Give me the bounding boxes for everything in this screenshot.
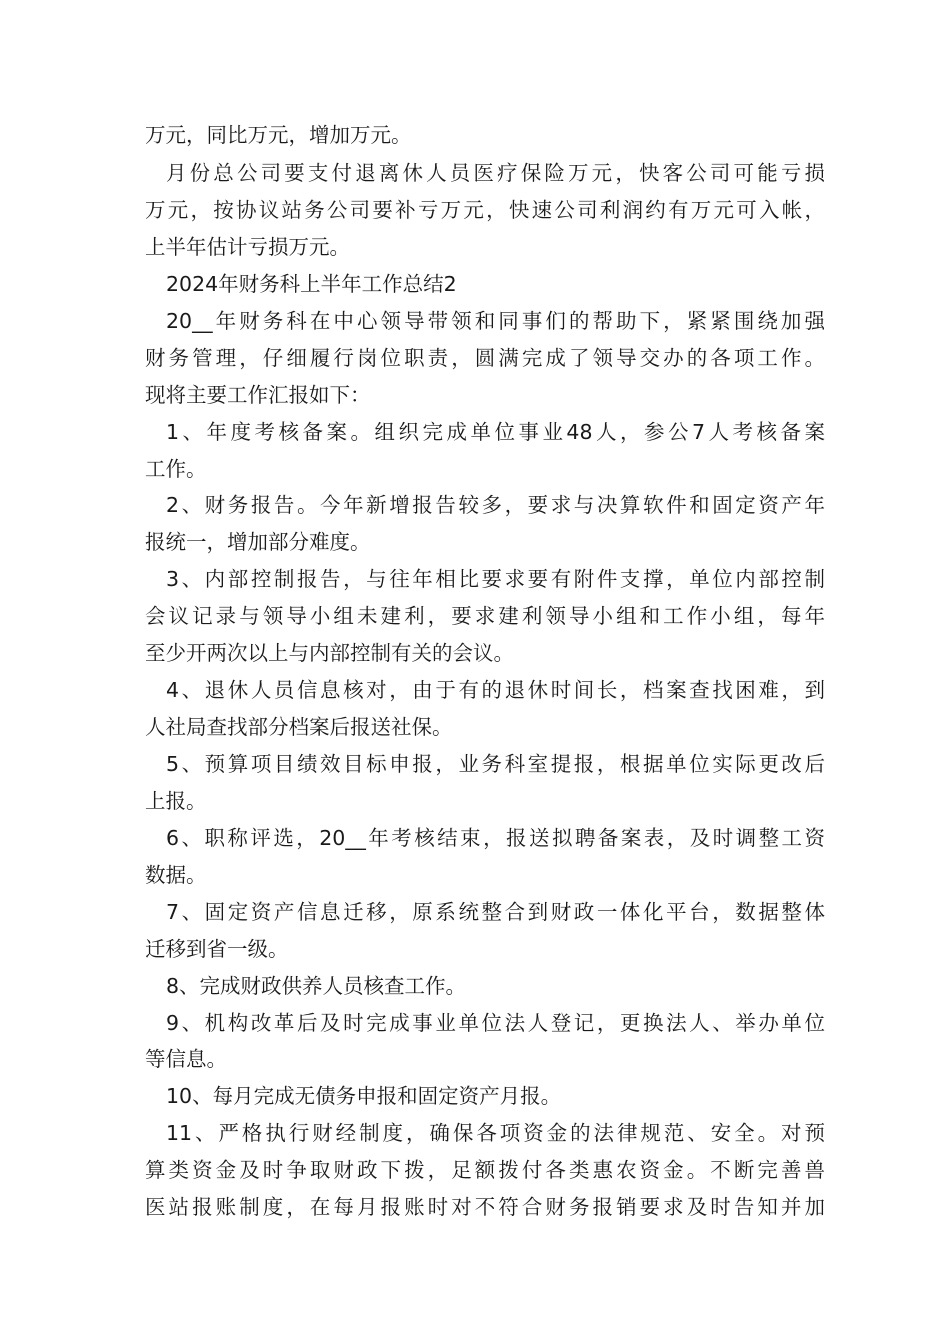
text-line: 等信息。 bbox=[145, 1047, 227, 1071]
list-item: 3、内部控制报告，与往年相比要求要有附件支撑，单位内部控制 bbox=[166, 567, 825, 591]
list-item: 10、每月完成无债务申报和固定资产月报。 bbox=[166, 1084, 562, 1108]
text-line: 报统一，增加部分难度。 bbox=[145, 530, 371, 554]
text-line: 现将主要工作汇报如下： bbox=[145, 383, 371, 407]
text-line: 工作。 bbox=[145, 457, 207, 481]
text-line: 上报。 bbox=[145, 789, 207, 813]
text-line: 迁移到省一级。 bbox=[145, 937, 289, 961]
list-item: 2、财务报告。今年新增报告较多，要求与决算软件和固定资产年 bbox=[166, 493, 825, 517]
section-heading: 2024年财务科上半年工作总结2 bbox=[166, 272, 457, 296]
text-line: 至少开两次以上与内部控制有关的会议。 bbox=[145, 641, 514, 665]
list-item: 7、固定资产信息迁移，原系统整合到财政一体化平台，数据整体 bbox=[166, 900, 825, 924]
list-item: 11、严格执行财经制度，确保各项资金的法律规范、安全。对预 bbox=[166, 1121, 825, 1145]
list-item: 6、职称评选，20__年考核结束，报送拟聘备案表，及时调整工资 bbox=[166, 826, 825, 850]
list-item: 5、预算项目绩效目标申报，业务科室提报，根据单位实际更改后 bbox=[166, 752, 825, 776]
text-line: 会议记录与领导小组未建利，要求建利领导小组和工作小组，每年 bbox=[145, 604, 825, 628]
text-line: 上半年估计亏损万元。 bbox=[145, 235, 350, 259]
text-line: 人社局查找部分档案后报送社保。 bbox=[145, 715, 453, 739]
text-line: 20__年财务科在中心领导带领和同事们的帮助下，紧紧围绕加强 bbox=[166, 309, 825, 333]
text-line: 万元，按协议站务公司要补亏万元，快速公司利润约有万元可入帐， bbox=[145, 198, 825, 222]
text-line: 万元，同比万元，增加万元。 bbox=[145, 123, 412, 147]
list-item: 4、退休人员信息核对，由于有的退休时间长，档案查找困难，到 bbox=[166, 678, 825, 702]
list-item: 9、机构改革后及时完成事业单位法人登记，更换法人、举办单位 bbox=[166, 1011, 825, 1035]
text-line: 月份总公司要支付退离休人员医疗保险万元，快客公司可能亏损 bbox=[166, 161, 825, 185]
text-line: 医站报账制度，在每月报账时对不符合财务报销要求及时告知并加 bbox=[145, 1195, 825, 1219]
text-line: 财务管理，仔细履行岗位职责，圆满完成了领导交办的各项工作。 bbox=[145, 346, 825, 370]
text-line: 数据。 bbox=[145, 863, 207, 887]
list-item: 1、年度考核备案。组织完成单位事业48人，参公7人考核备案 bbox=[166, 420, 825, 444]
text-line: 算类资金及时争取财政下拨，足额拨付各类惠农资金。不断完善兽 bbox=[145, 1158, 825, 1182]
list-item: 8、完成财政供养人员核查工作。 bbox=[166, 974, 467, 998]
